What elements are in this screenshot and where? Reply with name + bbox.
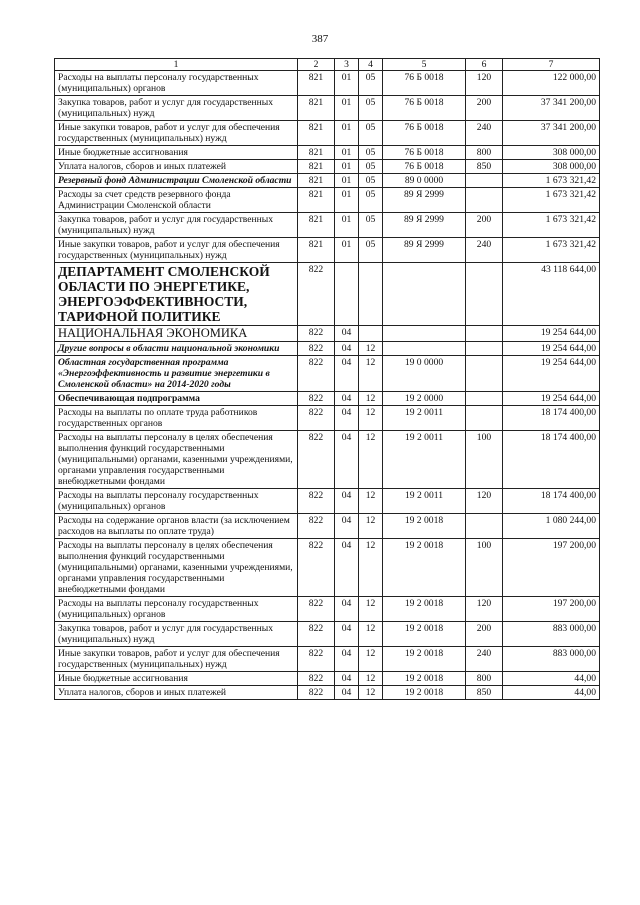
budget-table xyxy=(54,58,600,700)
target-article-code-cell xyxy=(383,263,466,326)
section-code-cell: 01 xyxy=(335,96,359,121)
subsection-code-cell: 05 xyxy=(359,121,383,146)
target-article-code-cell: 76 Б 0018 xyxy=(383,71,466,96)
expense-type-code-cell xyxy=(466,406,503,431)
row-name-cell: Другие вопросы в области национальной экономики xyxy=(55,342,298,356)
amount-cell: 197 200,00 xyxy=(503,539,600,597)
target-article-code-cell: 76 Б 0018 xyxy=(383,121,466,146)
subsection-code-cell: 12 xyxy=(359,622,383,647)
row-name-cell: НАЦИОНАЛЬНАЯ ЭКОНОМИКА xyxy=(55,326,298,342)
column-header: 3 xyxy=(335,59,359,71)
amount-cell: 1 673 321,42 xyxy=(503,213,600,238)
table-row xyxy=(55,146,600,160)
target-article-code-cell: 19 2 0018 xyxy=(383,622,466,647)
section-code-cell: 01 xyxy=(335,174,359,188)
table-row xyxy=(55,96,600,121)
section-code-cell: 04 xyxy=(335,597,359,622)
table-row xyxy=(55,238,600,263)
table-row xyxy=(55,686,600,700)
table-row xyxy=(55,539,600,597)
table-row xyxy=(55,263,600,326)
admin-code-cell: 822 xyxy=(298,263,335,326)
table-header-row xyxy=(55,59,600,71)
subsection-code-cell: 12 xyxy=(359,342,383,356)
expense-type-code-cell: 200 xyxy=(466,96,503,121)
table-row xyxy=(55,174,600,188)
row-name-cell: Расходы на выплаты персоналу государственных (муниципальных) органов xyxy=(55,597,298,622)
subsection-code-cell: 05 xyxy=(359,174,383,188)
subsection-code-cell: 05 xyxy=(359,96,383,121)
expense-type-code-cell: 100 xyxy=(466,539,503,597)
target-article-code-cell: 89 Я 2999 xyxy=(383,238,466,263)
table-row xyxy=(55,121,600,146)
row-name-cell: Расходы на выплаты по оплате труда работников государственных органов xyxy=(55,406,298,431)
target-article-code-cell xyxy=(383,326,466,342)
expense-type-code-cell: 120 xyxy=(466,71,503,96)
row-name-cell: Иные закупки товаров, работ и услуг для обеспечения государственных (муниципальных) нужд xyxy=(55,238,298,263)
section-code-cell: 01 xyxy=(335,146,359,160)
table-row xyxy=(55,326,600,342)
target-article-code-cell xyxy=(383,342,466,356)
amount-cell: 19 254 644,00 xyxy=(503,392,600,406)
row-name-cell: Обеспечивающая подпрограмма xyxy=(55,392,298,406)
target-article-code-cell: 19 2 0018 xyxy=(383,514,466,539)
section-code-cell: 01 xyxy=(335,238,359,263)
row-name-cell: Иные закупки товаров, работ и услуг для обеспечения государственных (муниципальных) нужд xyxy=(55,647,298,672)
table-row xyxy=(55,392,600,406)
row-name-cell: Закупка товаров, работ и услуг для государственных (муниципальных) нужд xyxy=(55,213,298,238)
expense-type-code-cell: 100 xyxy=(466,431,503,489)
row-name-cell: Иные бюджетные ассигнования xyxy=(55,146,298,160)
table-body xyxy=(55,71,600,700)
admin-code-cell: 822 xyxy=(298,489,335,514)
table-row xyxy=(55,356,600,392)
amount-cell: 1 673 321,42 xyxy=(503,174,600,188)
amount-cell: 308 000,00 xyxy=(503,146,600,160)
admin-code-cell: 821 xyxy=(298,188,335,213)
target-article-code-cell: 76 Б 0018 xyxy=(383,160,466,174)
column-header: 6 xyxy=(466,59,503,71)
section-code-cell: 04 xyxy=(335,326,359,342)
target-article-code-cell: 76 Б 0018 xyxy=(383,146,466,160)
expense-type-code-cell: 240 xyxy=(466,238,503,263)
table-row xyxy=(55,406,600,431)
amount-cell: 37 341 200,00 xyxy=(503,96,600,121)
target-article-code-cell: 19 2 0018 xyxy=(383,686,466,700)
expense-type-code-cell xyxy=(466,392,503,406)
amount-cell: 18 174 400,00 xyxy=(503,489,600,514)
row-name-cell: Закупка товаров, работ и услуг для государственных (муниципальных) нужд xyxy=(55,622,298,647)
target-article-code-cell: 19 2 0018 xyxy=(383,672,466,686)
column-header: 1 xyxy=(55,59,298,71)
subsection-code-cell: 05 xyxy=(359,188,383,213)
column-header: 4 xyxy=(359,59,383,71)
target-article-code-cell: 89 0 0000 xyxy=(383,174,466,188)
admin-code-cell: 822 xyxy=(298,686,335,700)
row-name-cell: Уплата налогов, сборов и иных платежей xyxy=(55,686,298,700)
table-row xyxy=(55,489,600,514)
admin-code-cell: 821 xyxy=(298,213,335,238)
target-article-code-cell: 19 2 0000 xyxy=(383,392,466,406)
target-article-code-cell: 89 Я 2999 xyxy=(383,213,466,238)
expense-type-code-cell xyxy=(466,174,503,188)
page-number: 387 xyxy=(311,33,329,45)
row-name-cell: Расходы за счет средств резервного фонда Администрации Смоленской области xyxy=(55,188,298,213)
table-row xyxy=(55,188,600,213)
amount-cell: 883 000,00 xyxy=(503,622,600,647)
row-name-cell: Закупка товаров, работ и услуг для государственных (муниципальных) нужд xyxy=(55,96,298,121)
table-row xyxy=(55,514,600,539)
amount-cell: 1 673 321,42 xyxy=(503,188,600,213)
expense-type-code-cell: 850 xyxy=(466,686,503,700)
admin-code-cell: 822 xyxy=(298,431,335,489)
column-header: 7 xyxy=(503,59,600,71)
section-code-cell: 01 xyxy=(335,160,359,174)
section-code-cell: 04 xyxy=(335,342,359,356)
expense-type-code-cell: 120 xyxy=(466,489,503,514)
target-article-code-cell: 19 2 0011 xyxy=(383,406,466,431)
table-row xyxy=(55,71,600,96)
section-code-cell: 04 xyxy=(335,672,359,686)
subsection-code-cell xyxy=(359,263,383,326)
amount-cell: 308 000,00 xyxy=(503,160,600,174)
admin-code-cell: 822 xyxy=(298,539,335,597)
row-name-cell: Резервный фонд Администрации Смоленской области xyxy=(55,174,298,188)
amount-cell: 19 254 644,00 xyxy=(503,356,600,392)
table-row xyxy=(55,622,600,647)
row-name-cell: Расходы на выплаты персоналу государственных (муниципальных) органов xyxy=(55,71,298,96)
target-article-code-cell: 19 2 0018 xyxy=(383,597,466,622)
amount-cell: 122 000,00 xyxy=(503,71,600,96)
expense-type-code-cell: 240 xyxy=(466,121,503,146)
admin-code-cell: 821 xyxy=(298,96,335,121)
amount-cell: 44,00 xyxy=(503,686,600,700)
admin-code-cell: 821 xyxy=(298,71,335,96)
column-header: 2 xyxy=(298,59,335,71)
subsection-code-cell: 05 xyxy=(359,71,383,96)
table-row xyxy=(55,213,600,238)
amount-cell: 37 341 200,00 xyxy=(503,121,600,146)
admin-code-cell: 822 xyxy=(298,647,335,672)
admin-code-cell: 822 xyxy=(298,356,335,392)
expense-type-code-cell xyxy=(466,356,503,392)
expense-type-code-cell: 800 xyxy=(466,146,503,160)
amount-cell: 18 174 400,00 xyxy=(503,406,600,431)
admin-code-cell: 822 xyxy=(298,597,335,622)
target-article-code-cell: 19 0 0000 xyxy=(383,356,466,392)
section-code-cell: 04 xyxy=(335,514,359,539)
amount-cell: 883 000,00 xyxy=(503,647,600,672)
admin-code-cell: 822 xyxy=(298,326,335,342)
amount-cell: 18 174 400,00 xyxy=(503,431,600,489)
expense-type-code-cell: 200 xyxy=(466,213,503,238)
row-name-cell: Расходы на выплаты персоналу в целях обеспечения выполнения функций государственными (муниципальными) органами, казенными учреждениями, органами управления государственными внебюджетными фондами xyxy=(55,431,298,489)
table-row xyxy=(55,597,600,622)
admin-code-cell: 821 xyxy=(298,238,335,263)
section-code-cell: 01 xyxy=(335,188,359,213)
target-article-code-cell: 76 Б 0018 xyxy=(383,96,466,121)
section-code-cell: 04 xyxy=(335,431,359,489)
subsection-code-cell: 12 xyxy=(359,539,383,597)
amount-cell: 19 254 644,00 xyxy=(503,326,600,342)
section-code-cell: 04 xyxy=(335,356,359,392)
expense-type-code-cell xyxy=(466,326,503,342)
row-name-cell: Расходы на содержание органов власти (за исключением расходов на выплаты по оплате труда) xyxy=(55,514,298,539)
row-name-cell: Расходы на выплаты персоналу государственных (муниципальных) органов xyxy=(55,489,298,514)
admin-code-cell: 821 xyxy=(298,146,335,160)
expense-type-code-cell xyxy=(466,514,503,539)
subsection-code-cell: 12 xyxy=(359,597,383,622)
admin-code-cell: 822 xyxy=(298,514,335,539)
admin-code-cell: 821 xyxy=(298,160,335,174)
target-article-code-cell: 19 2 0011 xyxy=(383,431,466,489)
section-code-cell: 04 xyxy=(335,647,359,672)
admin-code-cell: 821 xyxy=(298,121,335,146)
subsection-code-cell: 12 xyxy=(359,514,383,539)
expense-type-code-cell: 120 xyxy=(466,597,503,622)
subsection-code-cell: 12 xyxy=(359,431,383,489)
amount-cell: 43 118 644,00 xyxy=(503,263,600,326)
section-code-cell: 04 xyxy=(335,406,359,431)
expense-type-code-cell xyxy=(466,342,503,356)
expense-type-code-cell: 850 xyxy=(466,160,503,174)
table-row xyxy=(55,342,600,356)
table-row xyxy=(55,647,600,672)
admin-code-cell: 821 xyxy=(298,174,335,188)
section-code-cell: 01 xyxy=(335,213,359,238)
row-name-cell: Иные закупки товаров, работ и услуг для обеспечения государственных (муниципальных) нужд xyxy=(55,121,298,146)
expense-type-code-cell xyxy=(466,188,503,213)
target-article-code-cell: 89 Я 2999 xyxy=(383,188,466,213)
table-row xyxy=(55,160,600,174)
subsection-code-cell xyxy=(359,326,383,342)
subsection-code-cell: 12 xyxy=(359,672,383,686)
section-code-cell: 04 xyxy=(335,392,359,406)
subsection-code-cell: 12 xyxy=(359,686,383,700)
amount-cell: 1 673 321,42 xyxy=(503,238,600,263)
expense-type-code-cell xyxy=(466,263,503,326)
row-name-cell: Областная государственная программа «Энергоэффективность и развитие энергетики в Смоленской области» на 2014-2020 годы xyxy=(55,356,298,392)
section-code-cell xyxy=(335,263,359,326)
expense-type-code-cell: 800 xyxy=(466,672,503,686)
row-name-cell: Уплата налогов, сборов и иных платежей xyxy=(55,160,298,174)
amount-cell: 197 200,00 xyxy=(503,597,600,622)
column-header: 5 xyxy=(383,59,466,71)
subsection-code-cell: 12 xyxy=(359,392,383,406)
admin-code-cell: 822 xyxy=(298,342,335,356)
subsection-code-cell: 12 xyxy=(359,406,383,431)
admin-code-cell: 822 xyxy=(298,406,335,431)
target-article-code-cell: 19 2 0018 xyxy=(383,647,466,672)
subsection-code-cell: 12 xyxy=(359,647,383,672)
table-row xyxy=(55,431,600,489)
section-code-cell: 04 xyxy=(335,489,359,514)
admin-code-cell: 822 xyxy=(298,622,335,647)
amount-cell: 1 080 244,00 xyxy=(503,514,600,539)
section-code-cell: 04 xyxy=(335,622,359,647)
row-name-cell: Иные бюджетные ассигнования xyxy=(55,672,298,686)
expense-type-code-cell: 200 xyxy=(466,622,503,647)
amount-cell: 19 254 644,00 xyxy=(503,342,600,356)
admin-code-cell: 822 xyxy=(298,672,335,686)
row-name-cell: Расходы на выплаты персоналу в целях обеспечения выполнения функций государственными (муниципальными) органами, казенными учреждениями, органами управления государственными внебюджетными фондами xyxy=(55,539,298,597)
subsection-code-cell: 12 xyxy=(359,356,383,392)
expense-type-code-cell: 240 xyxy=(466,647,503,672)
section-code-cell: 01 xyxy=(335,71,359,96)
amount-cell: 44,00 xyxy=(503,672,600,686)
section-code-cell: 04 xyxy=(335,539,359,597)
subsection-code-cell: 12 xyxy=(359,489,383,514)
target-article-code-cell: 19 2 0018 xyxy=(383,539,466,597)
row-name-cell: ДЕПАРТАМЕНТ СМОЛЕНСКОЙ ОБЛАСТИ ПО ЭНЕРГЕТИКЕ, ЭНЕРГОЭФФЕКТИВНОСТИ, ТАРИФНОЙ ПОЛИТИКЕ xyxy=(55,263,298,326)
subsection-code-cell: 05 xyxy=(359,238,383,263)
section-code-cell: 04 xyxy=(335,686,359,700)
table-row xyxy=(55,672,600,686)
admin-code-cell: 822 xyxy=(298,392,335,406)
subsection-code-cell: 05 xyxy=(359,213,383,238)
section-code-cell: 01 xyxy=(335,121,359,146)
subsection-code-cell: 05 xyxy=(359,146,383,160)
subsection-code-cell: 05 xyxy=(359,160,383,174)
target-article-code-cell: 19 2 0011 xyxy=(383,489,466,514)
